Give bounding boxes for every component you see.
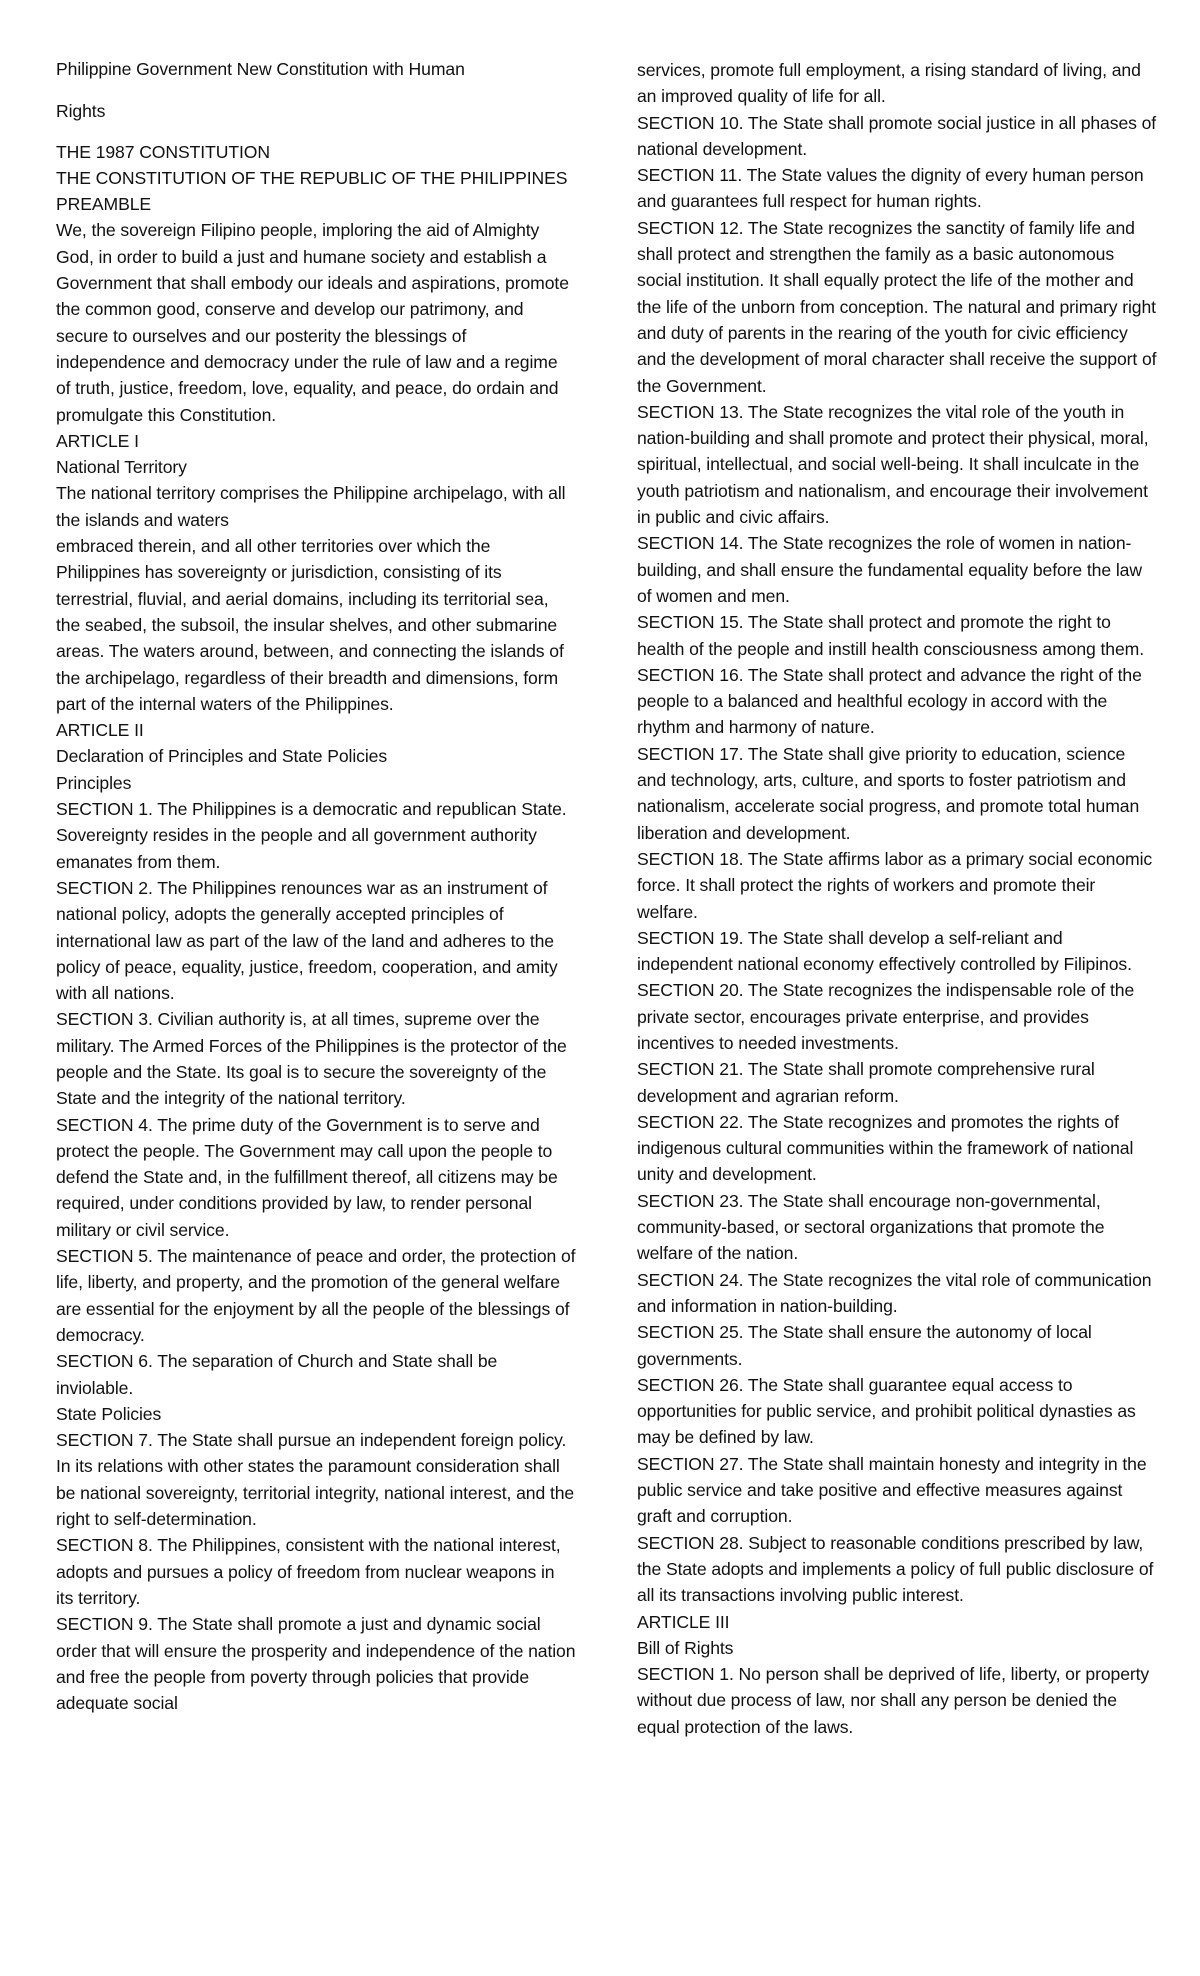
left-column-body: [56, 139, 581, 1717]
preamble-text: We, the sovereign Filipino people, imploring the aid of Almighty God, in order to build a just and humane society and establish a Government that shall embody our ideals and aspirations, promote the common good, conserve and develop our patrimony, and secure to ourselves and our posterity the blessings of independence and democracy under the rule of law and a regime of truth, justice, freedom, love, equality, and peace, do ordain and promulgate this Constitution.: [56, 220, 574, 425]
heading-article-2: ARTICLE II: [56, 720, 144, 741]
article-2-section-17: SECTION 17. The State shall give priority to education, science and technology, arts, culture, and sports to foster patriotism and nationalism, accelerate social progress, and promote total human liberation and development.: [637, 743, 1144, 843]
article-2-section-7: SECTION 7. The State shall pursue an independent foreign policy. In its relations with other states the paramount consideration shall be national sovereignty, territorial integrity, national interest, and the right to self-determination.: [56, 1430, 579, 1530]
article-2-section-5: SECTION 5. The maintenance of peace and order, the protection of life, liberty, and property, and the promotion of the general welfare are essential for the enjoyment by all the people of the blessings of democracy.: [56, 1246, 581, 1345]
article-2-section-27: SECTION 27. The State shall maintain honesty and integrity in the public service and take positive and effective measures against graft and corruption.: [637, 1453, 1152, 1527]
article-2-section-26: SECTION 26. The State shall guarantee equal access to opportunities for public service, and prohibit political dynasties as may be defined by law.: [637, 1374, 1141, 1448]
article-2-section-13: SECTION 13. The State recognizes the vital role of the youth in nation-building and shall promote and protect their physical, moral, spiritual, intellectual, and social well-being. It shall inculcate in the youth patriotism and nationalism, and encourage their involvement in public and civic affairs.: [637, 401, 1154, 528]
article-2-section-18: SECTION 18. The State affirms labor as a primary social economic force. It shall protect the rights of workers and promote their welfare.: [637, 848, 1157, 922]
article-2-section-1: SECTION 1. The Philippines is a democratic and republican State. Sovereignty resides in the people and all government authority emanates from them.: [56, 799, 572, 872]
heading-republic: THE CONSTITUTION OF THE REPUBLIC OF THE PHILIPPINES: [56, 167, 568, 188]
article-2-section-28: SECTION 28. Subject to reasonable conditions prescribed by law, the State adopts and implements a policy of full public disclosure of all its transactions involving public interest.: [637, 1532, 1159, 1606]
territory-text-part-1: The national territory comprises the Philippine archipelago, with all the islands and waters: [56, 483, 571, 530]
article-2-section-15: SECTION 15. The State shall protect and promote the right to health of the people and instill health consciousness among them.: [637, 612, 1144, 659]
document-title-line-1: Philippine Government New Constitution with Human: [56, 59, 465, 79]
article-2-section-12: SECTION 12. The State recognizes the sanctity of family life and shall protect and strengthen the family as a basic autonomous social institution. It shall equally protect the life of the mother and the life of the unborn from conception. The natural and primary right and duty of parents in the rearing of the youth for civic efficiency and the development of moral character shall receive the support of the Government.: [637, 217, 1162, 396]
article-2-section-21: SECTION 21. The State shall promote comprehensive rural development and agrarian reform.: [637, 1059, 1100, 1106]
article-2-section-14: SECTION 14. The State recognizes the role of women in nation-building, and shall ensure the fundamental equality before the law of women and men.: [637, 533, 1147, 606]
heading-national-territory: National Territory: [56, 457, 187, 478]
heading-preamble: PREAMBLE: [56, 194, 152, 215]
article-2-section-4: SECTION 4. The prime duty of the Government is to serve and protect the people. The Government may call upon the people to defend the State and, in the fulfillment thereof, all citizens may be required, under conditions provided by law, to render personal military or civil service.: [56, 1114, 563, 1240]
left-column: [56, 56, 581, 1716]
article-2-section-2: SECTION 2. The Philippines renounces war as an instrument of national policy, adopts the generally accepted principles of international law as part of the law of the land and adheres to the policy of peace, equality, justice, freedom, cooperation, and amity with all nations.: [56, 877, 563, 1004]
territory-text-part-2: embraced therein, and all other territories over which the Philippines has sovereignty or jurisdiction, consisting of its terrestrial, fluvial, and aerial domains, including its territorial sea, the seabed, the subsoil, the insular shelves, and other submarine areas. The waters around, between, and connecting the islands of the archipelago, regardless of their breadth and dimensions, form part of the internal waters of the Philippines.: [56, 536, 569, 714]
heading-declaration: Declaration of Principles and State Policies: [56, 746, 388, 767]
article-2-section-8: SECTION 8. The Philippines, consistent with the national interest, adopts and pursues a policy of freedom from nuclear weapons in its territory.: [56, 1535, 566, 1608]
article-3-section-1: SECTION 1. No person shall be deprived of life, liberty, or property without due process of law, nor shall any person be denied the equal protection of the laws.: [637, 1664, 1154, 1737]
article-2-section-9: SECTION 9. The State shall promote a just and dynamic social order that will ensure the prosperity and independence of the nation and free the people from poverty through policies that provide adequate social: [56, 1614, 581, 1714]
article-2-section-11: SECTION 11. The State values the dignity of every human person and guarantees full respect for human rights.: [637, 165, 1149, 212]
article-2-section-22: SECTION 22. The State recognizes and promotes the rights of indigenous cultural communities within the framework of national unity and development.: [637, 1111, 1139, 1185]
heading-state-policies: State Policies: [56, 1403, 162, 1424]
article-2-section-23: SECTION 23. The State shall encourage non-governmental, community-based, or sectoral organizations that promote the welfare of the nation.: [637, 1190, 1110, 1264]
article-2-section-9-continued: services, promote full employment, a rising standard of living, and an improved quality of life for all.: [637, 60, 1146, 107]
article-2-section-10: SECTION 10. The State shall promote social justice in all phases of national development.: [637, 112, 1161, 159]
right-column: [637, 57, 1162, 1740]
heading-article-1: ARTICLE I: [56, 430, 139, 451]
article-2-section-19: SECTION 19. The State shall develop a self-reliant and independent national economy effectively controlled by Filipinos.: [637, 927, 1132, 975]
article-2-section-25: SECTION 25. The State shall ensure the autonomy of local governments.: [637, 1322, 1097, 1369]
article-2-section-20: SECTION 20. The State recognizes the indispensable role of the private sector, encourages private enterprise, and provides incentives to needed investments.: [637, 980, 1139, 1053]
document-title-line-2: Rights: [56, 101, 106, 122]
heading-constitution: THE 1987 CONSTITUTION: [56, 141, 270, 162]
article-2-section-16: SECTION 16. The State shall protect and advance the right of the people to a balanced and healthful ecology in accord with the rhythm and harmony of nature.: [637, 664, 1147, 738]
heading-principles: Principles: [56, 772, 132, 793]
article-2-section-24: SECTION 24. The State recognizes the vital role of communication and information in nation-building.: [637, 1269, 1157, 1316]
heading-article-3: ARTICLE III: [637, 1611, 730, 1632]
heading-bill-of-rights: Bill of Rights: [637, 1637, 734, 1658]
article-2-section-3: SECTION 3. Civilian authority is, at all times, supreme over the military. The Armed Forces of the Philippines is the protector of the people and the State. Its goal is to secure the sovereignty of the State and the integrity of the national territory.: [56, 1009, 572, 1109]
article-2-section-6: SECTION 6. The separation of Church and State shall be inviolable.: [56, 1351, 503, 1398]
